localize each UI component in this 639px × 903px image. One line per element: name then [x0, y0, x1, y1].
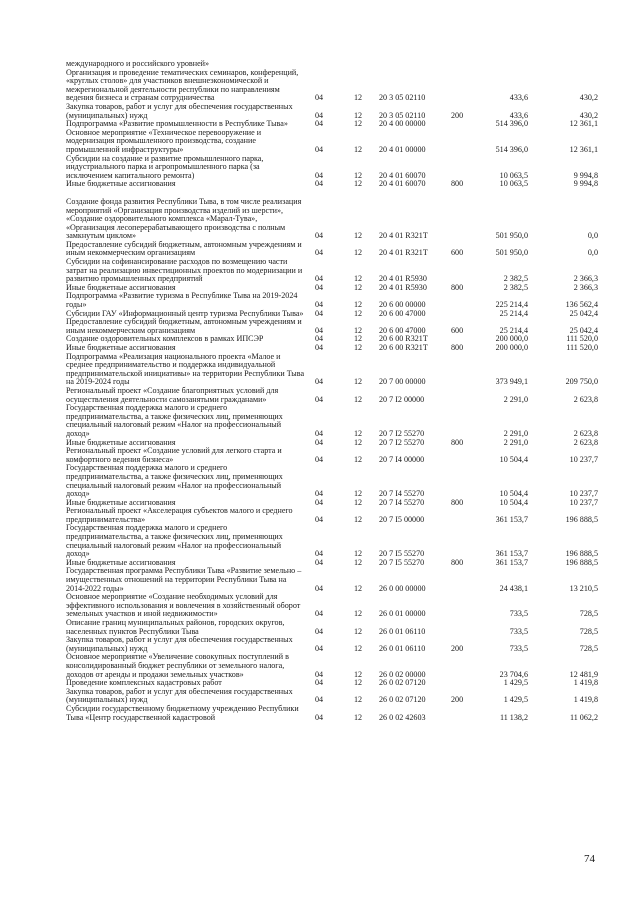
subsection-code: 12: [354, 343, 363, 352]
amount-planned: 361 153,7: [495, 557, 528, 567]
subsection-code: 12: [354, 583, 363, 593]
section-code: 04: [315, 609, 324, 619]
target-article-code: 20 4 01 R321Т: [379, 231, 428, 241]
row-name: Региональный проект «Акселерация субъектов малого и среднего предпринимательства»: [66, 506, 293, 524]
budget-table: [66, 60, 606, 722]
target-article-code: 26 0 01 00000: [379, 609, 426, 619]
section-code: 04: [315, 643, 324, 653]
subsection-code: 12: [354, 334, 363, 344]
row-name: Подпрограмма «Развитие промышленности в Республике Тыва»: [66, 119, 288, 129]
row-name: Государственная поддержка малого и среднего предпринимательства, а также физических лиц, применяющих специальный налоговый режим «Налог на профессиональный доход»: [66, 403, 283, 438]
expense-type-code: 800: [451, 497, 464, 507]
section-code: 04: [315, 669, 324, 679]
amount-planned: 10 504,4: [499, 454, 528, 464]
expense-type-code: 800: [451, 179, 464, 189]
subsection-code: 12: [354, 248, 363, 258]
target-article-code: 20 6 00 47000: [379, 308, 426, 318]
row-name: Основное мероприятие «Создание необходимых условий для эффективного использования и вовлечения в хозяйственный оборот земельных участков и иной недвижимости»: [66, 592, 301, 619]
table-row: [66, 447, 606, 464]
amount-executed: 1 419,8: [573, 695, 598, 705]
amount-executed: 196 888,5: [565, 557, 598, 567]
amount-executed: 12 361,1: [569, 119, 598, 129]
subsection-code: 12: [354, 110, 363, 120]
amount-executed: 0,0: [587, 231, 598, 241]
section-code: 04: [315, 514, 324, 524]
table-row: [66, 69, 606, 103]
subsection-code: 12: [354, 669, 363, 679]
row-name: международного и российского уровней»: [66, 59, 210, 68]
table-row: [66, 155, 606, 181]
target-article-code: 20 4 01 R5930: [379, 274, 427, 284]
amount-planned: 2 291,0: [503, 437, 528, 447]
amount-executed: 11 062,2: [569, 712, 598, 722]
section-code: 04: [315, 437, 324, 447]
amount-planned: 2 382,5: [503, 282, 528, 292]
subsection-code: 12: [354, 179, 363, 189]
subsection-code: 12: [354, 514, 363, 524]
target-article-code: 20 4 00 00000: [379, 119, 426, 129]
section-code: 04: [315, 428, 324, 438]
target-article-code: 20 7 I5 55270: [379, 557, 425, 567]
target-article-code: 20 7 I4 55270: [379, 497, 425, 507]
amount-executed: 2 366,3: [573, 282, 598, 292]
target-article-code: 20 3 05 02110: [379, 93, 426, 103]
subsection-code: 12: [354, 678, 363, 688]
amount-planned: 225 214,4: [495, 300, 528, 310]
amount-executed: 136 562,4: [565, 300, 598, 310]
subsection-code: 12: [354, 377, 363, 387]
table-row: [66, 507, 606, 524]
section-code: 04: [315, 549, 324, 559]
target-article-code: 20 4 01 60070: [379, 179, 426, 189]
section-code: 04: [315, 282, 324, 292]
section-code: 04: [315, 497, 324, 507]
amount-planned: 25 214,4: [499, 325, 528, 335]
row-name: Государственная поддержка малого и среднего предпринимательства, а также физических лиц, применяющих специальный налоговый режим «Налог на профессиональный доход»: [66, 523, 283, 559]
amount-planned: 733,5: [509, 609, 528, 619]
subsection-code: 12: [354, 231, 363, 241]
amount-planned: 514 396,0: [495, 119, 528, 129]
amount-planned: 2 291,0: [503, 428, 528, 438]
expense-type-code: 600: [451, 248, 464, 258]
subsection-code: 12: [354, 489, 363, 499]
amount-executed: 12 481,9: [569, 669, 598, 679]
row-name: Государственная поддержка малого и среднего предпринимательства, а также физических лиц, применяющих специальный налоговый режим «Налог на профессиональный доход»: [66, 463, 283, 499]
row-name: Организация и проведение тематических семинаров, конференций, «круглых столов» для участников внешнеэкономической и межрегиональной деятельности республики по направлениям ведения бизнеса и странам сотрудничества: [66, 67, 299, 103]
amount-planned: 25 214,4: [499, 308, 528, 318]
subsection-code: 12: [354, 394, 363, 404]
amount-executed: 430,2: [579, 93, 598, 103]
section-code: 04: [315, 93, 324, 103]
amount-executed: 13 210,5: [569, 583, 598, 593]
expense-type-code: 600: [451, 325, 464, 335]
amount-executed: 196 888,5: [565, 514, 598, 524]
expense-type-code: 200: [451, 695, 464, 705]
subsection-code: 12: [354, 497, 363, 507]
section-code: 04: [315, 231, 324, 241]
section-code: 04: [315, 144, 324, 154]
row-name: Иные бюджетные ассигнования: [66, 343, 176, 352]
amount-planned: 373 949,1: [495, 377, 528, 387]
amount-executed: 2 623,8: [573, 437, 598, 447]
target-article-code: 20 4 01 60070: [379, 170, 426, 180]
amount-planned: 11 138,2: [499, 712, 528, 722]
table-row: [66, 180, 606, 189]
amount-executed: 10 237,7: [569, 497, 598, 507]
amount-planned: 501 950,0: [495, 248, 528, 258]
amount-executed: 25 042,4: [569, 308, 598, 318]
row-name: Описание границ муниципальных районов, городских округов, населенных пунктов Республики Тыва: [66, 618, 285, 636]
target-article-code: 20 7 I2 55270: [379, 437, 425, 447]
row-name: Государственная программа Республики Тыва «Развитие земельно – имущественных отношений на территории Республики Тыва на 2014-2022 годы»: [66, 566, 302, 593]
amount-planned: 10 063,5: [499, 179, 528, 189]
amount-planned: 1 429,5: [503, 695, 528, 705]
section-code: 04: [315, 377, 324, 387]
subsection-code: 12: [354, 119, 363, 129]
section-code: 04: [315, 119, 324, 129]
target-article-code: 20 4 01 R321Т: [379, 248, 428, 258]
row-name: Иные бюджетные ассигнования: [66, 179, 176, 189]
subsection-code: 12: [354, 712, 363, 722]
section-code: 04: [315, 334, 324, 344]
amount-executed: 111 520,0: [566, 334, 598, 344]
target-article-code: 26 0 02 42603: [379, 712, 426, 722]
row-name: Создание оздоровительных комплексов в рамках ИПСЭР: [66, 334, 264, 344]
subsection-code: 12: [354, 144, 363, 154]
target-article-code: 20 7 I2 55270: [379, 428, 425, 438]
row-name: Закупка товаров, работ и услуг для обеспечения государственных (муниципальных) нужд: [66, 101, 293, 120]
amount-planned: 200 000,0: [495, 343, 528, 352]
expense-type-code: 800: [451, 343, 464, 352]
section-code: 04: [315, 274, 324, 284]
table-row: [66, 688, 606, 705]
subsection-code: 12: [354, 626, 363, 636]
target-article-code: 26 0 02 00000: [379, 669, 426, 679]
row-name: Основное мероприятие «Увеличение совокупных поступлений в консолидированный бюджет республики от земельного налога, доходов от аренды и продажи земельных участков»: [66, 652, 289, 679]
section-code: 04: [315, 557, 324, 567]
amount-planned: 23 704,6: [499, 669, 528, 679]
row-name: Основное мероприятие «Техническое перевооружение и модернизация промышленного производства, создание промышленной инфраструктуры»: [66, 127, 262, 154]
section-code: 04: [315, 110, 324, 120]
amount-executed: 728,5: [579, 626, 598, 636]
row-name: Иные бюджетные ассигнования: [66, 497, 176, 507]
row-name: Субсидии на софинансирование расходов по возмещению части затрат на реализацию инвестиционных проектов по модернизации и развитию промышленных предприятий: [66, 257, 303, 284]
amount-executed: 430,2: [579, 110, 598, 120]
section-code: 04: [315, 454, 324, 464]
amount-executed: 10 237,7: [569, 489, 598, 499]
amount-planned: 2 382,5: [503, 274, 528, 284]
amount-planned: 733,5: [509, 643, 528, 653]
amount-executed: 10 237,7: [569, 454, 598, 464]
target-article-code: 20 7 I5 55270: [379, 549, 425, 559]
subsection-code: 12: [354, 308, 363, 318]
amount-planned: 10 504,4: [499, 497, 528, 507]
section-code: 04: [315, 308, 324, 318]
section-code: 04: [315, 170, 324, 180]
target-article-code: 20 6 00 R321Т: [379, 343, 428, 352]
table-row: [66, 103, 606, 120]
target-article-code: 20 3 05 02110: [379, 110, 426, 120]
amount-executed: 2 623,8: [573, 394, 598, 404]
amount-planned: 361 153,7: [495, 549, 528, 559]
row-name: Закупка товаров, работ и услуг для обеспечения государственных (муниципальных) нужд: [66, 635, 293, 653]
target-article-code: 20 4 01 R5930: [379, 282, 427, 292]
amount-planned: 501 950,0: [495, 231, 528, 241]
amount-executed: 0,0: [587, 248, 598, 258]
row-name: Закупка товаров, работ и услуг для обеспечения государственных (муниципальных) нужд: [66, 686, 293, 705]
subsection-code: 12: [354, 609, 363, 619]
section-code: 04: [315, 678, 324, 688]
row-name: Проведение комплексных кадастровых работ: [66, 678, 222, 688]
expense-type-code: 800: [451, 557, 464, 567]
row-name: Субсидии государственному бюджетному учреждению Республики Тыва «Центр государственной кадастровой: [66, 703, 299, 722]
target-article-code: 26 0 00 00000: [379, 583, 426, 593]
section-code: 04: [315, 626, 324, 636]
amount-planned: 433,6: [509, 93, 528, 103]
section-code: 04: [315, 712, 324, 722]
expense-type-code: 800: [451, 282, 464, 292]
target-article-code: 20 7 I4 00000: [379, 454, 425, 464]
table-row: [66, 404, 606, 438]
row-name: Предоставление субсидий бюджетным, автономным учреждениям и иным некоммерческим организациям: [66, 317, 302, 335]
row-name: Иные бюджетные ассигнования: [66, 437, 176, 447]
amount-planned: 733,5: [509, 626, 528, 636]
table-row: [66, 705, 606, 722]
section-code: 04: [315, 394, 324, 404]
row-name: Подпрограмма «Реализация национального проекта «Малое и среднее предпринимательство и поддержка индивидуальной предпринимательской инициативы» на территории Республики Тыва на 2019-2024 годы: [66, 351, 305, 387]
amount-executed: 25 042,4: [569, 325, 598, 335]
target-article-code: 26 0 01 06110: [379, 643, 426, 653]
row-name: Субсидии ГАУ «Информационный центр туризма Республики Тыва»: [66, 308, 304, 318]
amount-planned: 200 000,0: [495, 334, 528, 344]
table-row: [66, 258, 606, 284]
page-number: 74: [584, 853, 595, 865]
table-row: [66, 653, 606, 679]
row-name: Иные бюджетные ассигнования: [66, 282, 176, 292]
amount-planned: 361 153,7: [495, 514, 528, 524]
subsection-code: 12: [354, 454, 363, 464]
subsection-code: 12: [354, 557, 363, 567]
table-row: [66, 593, 606, 619]
section-code: 04: [315, 489, 324, 499]
subsection-code: 12: [354, 325, 363, 335]
amount-executed: 2 623,8: [573, 428, 598, 438]
subsection-code: 12: [354, 274, 363, 284]
target-article-code: 20 7 I4 55270: [379, 489, 425, 499]
target-article-code: 26 0 02 07120: [379, 678, 426, 688]
target-article-code: 20 7 I5 00000: [379, 514, 425, 524]
amount-executed: 12 361,1: [569, 144, 598, 154]
table-row: [66, 524, 606, 558]
amount-executed: 9 994,8: [573, 179, 598, 189]
section-code: 04: [315, 179, 324, 189]
amount-executed: 9 994,8: [573, 170, 598, 180]
row-name: Региональный проект «Создание условий для легкого старта и комфортного ведения бизнеса»: [66, 446, 282, 464]
section-code: 04: [315, 325, 324, 335]
target-article-code: 20 6 00 00000: [379, 300, 426, 310]
target-article-code: 20 6 00 R321Т: [379, 334, 428, 344]
row-name: Подпрограмма «Развитие туризма в Республике Тыва на 2019-2024 годы»: [66, 291, 298, 310]
subsection-code: 12: [354, 93, 363, 103]
target-article-code: 26 0 01 06110: [379, 626, 426, 636]
amount-planned: 10 504,4: [499, 489, 528, 499]
amount-executed: 728,5: [579, 609, 598, 619]
amount-planned: 2 291,0: [503, 394, 528, 404]
table-row: [66, 241, 606, 258]
amount-planned: 433,6: [509, 110, 528, 120]
amount-executed: 209 750,0: [565, 377, 598, 387]
row-name: Создание фонда развития Республики Тыва, в том числе реализация мероприятий «Организация производства изделий из шерсти», «Создание оздоровительного комплекса «Марал-Тува», «Организация лесоперерабатывающего производства с полным замкнутым циклом»: [66, 196, 302, 241]
subsection-code: 12: [354, 437, 363, 447]
expense-type-code: 200: [451, 643, 464, 653]
amount-executed: 196 888,5: [565, 549, 598, 559]
amount-executed: 2 366,3: [573, 274, 598, 284]
amount-planned: 10 063,5: [499, 170, 528, 180]
amount-planned: 24 438,1: [499, 583, 528, 593]
expense-type-code: 200: [451, 110, 464, 120]
table-row: [66, 318, 606, 335]
table-row: [66, 567, 606, 593]
row-name: Предоставление субсидий бюджетным, автономным учреждениям и иным некоммерческим организациям: [66, 239, 302, 258]
target-article-code: 20 7 00 00000: [379, 377, 426, 387]
row-name: Субсидии на создание и развитие промышленного парка, индустриального парка и агропромышленного парка (за исключением капитального ремонта): [66, 153, 264, 180]
target-article-code: 26 0 02 07120: [379, 695, 426, 705]
row-name: Иные бюджетные ассигнования: [66, 557, 176, 567]
amount-executed: 728,5: [579, 643, 598, 653]
table-row: [66, 619, 606, 636]
section-code: 04: [315, 343, 324, 352]
target-article-code: 20 4 01 00000: [379, 144, 426, 154]
table-row: [66, 129, 606, 155]
section-code: 04: [315, 248, 324, 258]
subsection-code: 12: [354, 282, 363, 292]
table-row: [66, 353, 606, 387]
amount-executed: 111 520,0: [566, 343, 598, 352]
section-code: 04: [315, 300, 324, 310]
amount-planned: 1 429,5: [503, 678, 528, 688]
subsection-code: 12: [354, 170, 363, 180]
amount-executed: 1 419,8: [573, 678, 598, 688]
subsection-code: 12: [354, 300, 363, 310]
table-row: [66, 464, 606, 498]
table-row: [66, 198, 606, 241]
table-row: [66, 636, 606, 653]
subsection-code: 12: [354, 643, 363, 653]
subsection-code: 12: [354, 428, 363, 438]
table-row: [66, 292, 606, 309]
subsection-code: 12: [354, 695, 363, 705]
expense-type-code: 800: [451, 437, 464, 447]
section-code: 04: [315, 583, 324, 593]
subsection-code: 12: [354, 549, 363, 559]
section-code: 04: [315, 695, 324, 705]
target-article-code: 20 6 00 47000: [379, 325, 426, 335]
row-name: Региональный проект «Создание благоприятных условий для осуществления деятельности самозанятыми гражданами»: [66, 385, 279, 404]
target-article-code: 20 7 I2 00000: [379, 394, 425, 404]
amount-planned: 514 396,0: [495, 144, 528, 154]
table-row: [66, 387, 606, 404]
